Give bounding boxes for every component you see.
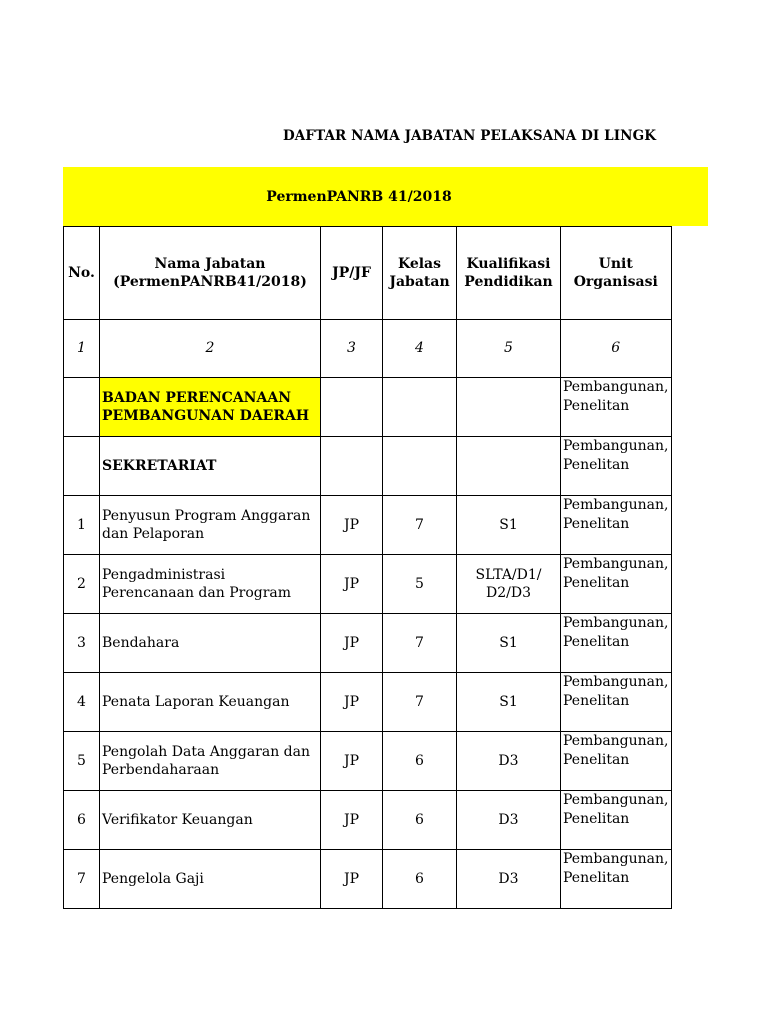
kualifikasi-cell: S1 xyxy=(457,614,561,673)
table-row xyxy=(64,850,672,909)
section-row xyxy=(64,437,672,496)
position-name: Bendahara xyxy=(100,614,321,673)
header-row xyxy=(64,227,672,320)
unit-cell: Pembangunan, Penelitan xyxy=(561,791,672,850)
position-table xyxy=(63,226,672,909)
no-cell: 6 xyxy=(64,791,100,850)
position-name: Pengolah Data Anggaran dan Perbendaharaan xyxy=(100,732,321,791)
kualifikasi-cell xyxy=(457,378,561,437)
kualifikasi-cell: D3 xyxy=(457,850,561,909)
table-row xyxy=(64,614,672,673)
unit-cell: Pembangunan, Penelitan xyxy=(561,850,672,909)
jp-cell: JP xyxy=(321,496,383,555)
column-index-row xyxy=(64,320,672,378)
no-cell: 7 xyxy=(64,850,100,909)
no-cell: 5 xyxy=(64,732,100,791)
table-row xyxy=(64,732,672,791)
index-cell: 5 xyxy=(457,320,561,378)
kelas-cell: 7 xyxy=(383,614,457,673)
no-cell: 4 xyxy=(64,673,100,732)
position-name: Penyusun Program Anggaran dan Pelaporan xyxy=(100,496,321,555)
kelas-cell: 5 xyxy=(383,555,457,614)
unit-cell: Pembangunan, Penelitan xyxy=(561,496,672,555)
header-kualifikasi: Kualifikasi Pendidikan xyxy=(457,227,561,320)
table-row xyxy=(64,791,672,850)
page-title: DAFTAR NAMA JABATAN PELAKSANA DI LINGK xyxy=(283,128,657,144)
no-cell: 2 xyxy=(64,555,100,614)
header-kelas-jabatan: Kelas Jabatan xyxy=(383,227,457,320)
unit-cell: Pembangunan, Penelitan xyxy=(561,437,672,496)
kualifikasi-cell: D3 xyxy=(457,791,561,850)
header-no: No. xyxy=(64,227,100,320)
table-row xyxy=(64,673,672,732)
kualifikasi-cell: SLTA/D1/ D2/D3 xyxy=(457,555,561,614)
kelas-cell xyxy=(383,437,457,496)
kelas-cell: 6 xyxy=(383,791,457,850)
unit-cell: Pembangunan, Penelitan xyxy=(561,732,672,791)
jp-cell: JP xyxy=(321,614,383,673)
jp-cell: JP xyxy=(321,555,383,614)
header-unit-organisasi: Unit Organisasi xyxy=(561,227,672,320)
kelas-cell: 6 xyxy=(383,732,457,791)
kelas-cell: 7 xyxy=(383,673,457,732)
unit-cell: Pembangunan, Penelitan xyxy=(561,555,672,614)
index-cell: 6 xyxy=(561,320,672,378)
jp-cell: JP xyxy=(321,732,383,791)
kelas-cell xyxy=(383,378,457,437)
kualifikasi-cell: D3 xyxy=(457,732,561,791)
index-cell: 3 xyxy=(321,320,383,378)
header-jp-jf: JP/JF xyxy=(321,227,383,320)
kualifikasi-cell xyxy=(457,437,561,496)
index-cell: 2 xyxy=(100,320,321,378)
section-name: BADAN PERENCANAAN PEMBANGUNAN DAERAH xyxy=(100,378,321,437)
no-cell xyxy=(64,437,100,496)
section-name: SEKRETARIAT xyxy=(100,437,321,496)
table-row xyxy=(64,555,672,614)
unit-cell: Pembangunan, Penelitan xyxy=(561,614,672,673)
no-cell: 1 xyxy=(64,496,100,555)
no-cell: 3 xyxy=(64,614,100,673)
index-cell: 4 xyxy=(383,320,457,378)
kualifikasi-cell: S1 xyxy=(457,673,561,732)
header-nama-jabatan: Nama Jabatan (PermenPANRB41/2018) xyxy=(100,227,321,320)
jp-cell: JP xyxy=(321,673,383,732)
position-name: Pengadministrasi Perencanaan dan Program xyxy=(100,555,321,614)
jp-cell xyxy=(321,378,383,437)
kelas-cell: 6 xyxy=(383,850,457,909)
index-cell: 1 xyxy=(64,320,100,378)
section-row xyxy=(64,378,672,437)
jp-cell: JP xyxy=(321,850,383,909)
no-cell xyxy=(64,378,100,437)
kelas-cell: 7 xyxy=(383,496,457,555)
kualifikasi-cell: S1 xyxy=(457,496,561,555)
unit-cell: Pembangunan, Penelitan xyxy=(561,378,672,437)
position-name: Verifikator Keuangan xyxy=(100,791,321,850)
position-name: Penata Laporan Keuangan xyxy=(100,673,321,732)
jp-cell: JP xyxy=(321,791,383,850)
unit-cell: Pembangunan, Penelitan xyxy=(561,673,672,732)
regulation-banner: PermenPANRB 41/2018 xyxy=(266,188,452,205)
position-name: Pengelola Gaji xyxy=(100,850,321,909)
table-row xyxy=(64,496,672,555)
jp-cell xyxy=(321,437,383,496)
